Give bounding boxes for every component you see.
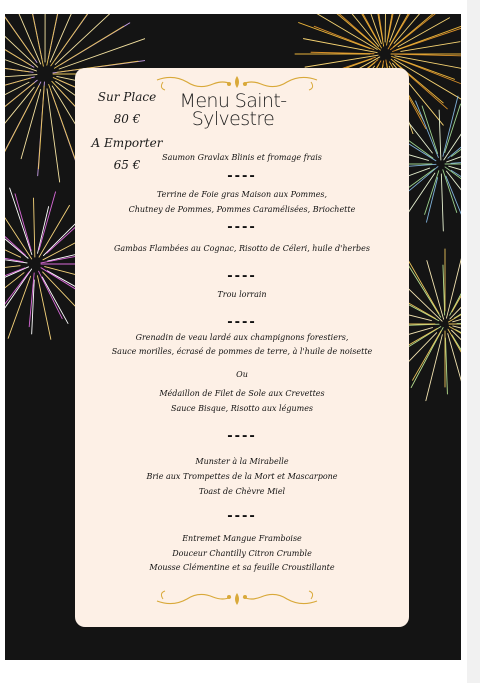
emporter-price: 65 €	[113, 158, 141, 172]
separator-1: ----	[227, 169, 257, 184]
course-fromage-line3: Toast de Chèvre Miel	[198, 487, 286, 496]
course-sole-line1: Médaillon de Filet de Sole aux Crevettes	[159, 389, 325, 398]
course-fromage-line2: Brie aux Trompettes de la Mort et Mascarpone	[146, 472, 338, 481]
course-dessert-line3: Mousse Clémentine et sa feuille Croustillante	[149, 563, 335, 572]
course-dessert-line2: Douceur Chantilly Citron Crumble	[172, 549, 312, 558]
course-fromage-line1: Munster à la Mirabelle	[195, 457, 289, 466]
course-entree: Saumon Gravlax Blinis et fromage frais	[162, 153, 322, 162]
menu-card	[75, 68, 409, 627]
sur-place-label: Sur Place	[97, 90, 157, 104]
firework-right-decoration	[401, 74, 461, 494]
course-trou-lorrain: Trou lorrain	[217, 290, 267, 299]
menu-poster	[5, 14, 461, 660]
menu-title	[165, 92, 301, 128]
course-gambas: Gambas Flambées au Cognac, Risotto de Céleri, huile d'herbes	[114, 244, 370, 253]
emporter-label: A Emporter	[91, 136, 163, 150]
course-veau-line1: Grenadin de veau lardé aux champignons forestiers,	[135, 333, 349, 342]
sur-place-price: 80 €	[113, 112, 141, 126]
scrollbar-track[interactable]	[467, 0, 480, 683]
course-sole-line2: Sauce Bisque, Risotto aux légumes	[170, 404, 314, 413]
course-ou: Ou	[236, 370, 248, 379]
price-sur-place	[75, 86, 179, 130]
menu-title-line2: Sylvestre	[191, 108, 275, 130]
separator-3: ----	[227, 269, 257, 284]
course-dessert-line1: Entremet Mangue Framboise	[182, 534, 302, 543]
separator-4: ----	[227, 315, 257, 330]
separator-5: ----	[227, 429, 257, 444]
menu-title-line1: Menu Saint-	[179, 90, 287, 112]
course-foie-gras-line2: Chutney de Pommes, Pommes Caramélisées, Briochette	[128, 205, 356, 214]
course-veau-line2: Sauce morilles, écrasé de pommes de terre, à l'huile de noisette	[111, 347, 373, 356]
course-foie-gras-line1: Terrine de Foie gras Maison aux Pommes,	[156, 190, 328, 199]
ornament-bottom-icon	[153, 585, 321, 609]
separator-2: ----	[227, 220, 257, 235]
separator-6: ----	[227, 509, 257, 524]
